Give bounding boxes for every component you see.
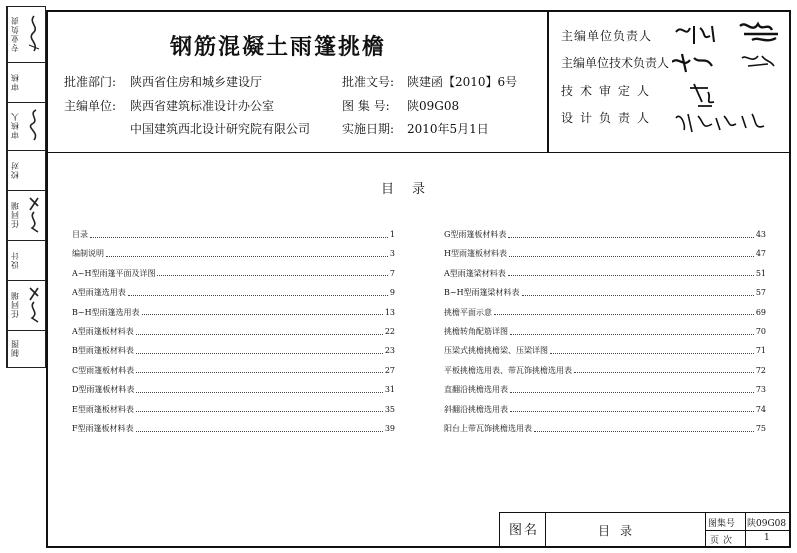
toc-entry-page: 74	[755, 404, 766, 414]
toc-title: 目录	[381, 182, 444, 197]
approval-no: 陕建函【2010】6号	[407, 75, 518, 89]
toc-leader-dots	[550, 353, 754, 354]
toc-entry-page: 75	[755, 424, 766, 433]
toc-leader-dots	[157, 275, 387, 276]
toc-entry[interactable]	[72, 306, 395, 320]
toc-entry-page: 27	[384, 365, 395, 375]
strip-row-label: 任同瑞	[7, 280, 22, 330]
strip-row	[7, 150, 45, 191]
chief-unit-2: 中国建筑西北设计研究院有限公司	[130, 122, 311, 136]
strip-row-label: 校对	[7, 150, 22, 190]
toc-entry[interactable]	[72, 247, 395, 261]
atlas-label: 图集号	[708, 519, 736, 529]
toc-entry[interactable]	[72, 344, 395, 358]
signature-mark	[22, 280, 45, 330]
toc-entry-page: 51	[755, 268, 766, 278]
toc-leader-dots	[510, 411, 754, 412]
toc-entry[interactable]	[444, 422, 766, 436]
toc-entry-label: 目录	[72, 230, 88, 239]
approval-dept-label: 批准部门:	[64, 75, 117, 89]
toc-entry-label: 斜翻沿挑檐选用表	[444, 404, 508, 414]
role-design-head: 设计负责人	[561, 111, 657, 125]
strip-row-label: 制图	[7, 330, 22, 367]
strip-row-label: 专业负责	[7, 7, 22, 62]
toc-entry-page: 7	[389, 268, 395, 278]
strip-row-label: 审核人	[7, 102, 22, 150]
toc-entry[interactable]	[72, 383, 395, 397]
toc-entry-label: A型雨篷梁材料表	[444, 268, 506, 278]
impl-date: 2010年5月1日	[407, 122, 489, 136]
tb-divider	[705, 530, 790, 531]
toc-entry-label: 阳台上带瓦饰挑檐选用表	[444, 424, 532, 433]
toc-entry-page: 71	[755, 346, 766, 356]
toc-entry-page: 23	[384, 346, 395, 356]
toc-leader-dots	[136, 372, 383, 373]
toc-leader-dots	[510, 392, 754, 393]
toc-leader-dots	[508, 275, 754, 276]
toc-entry-page: 31	[384, 385, 395, 395]
toc-leader-dots	[136, 334, 383, 335]
toc-entry[interactable]	[444, 306, 766, 320]
toc-entry-label: C型雨篷板材料表	[72, 365, 135, 375]
toc-entry-label: 平板挑檐选用表、带瓦饰挑檐选用表	[444, 365, 572, 375]
toc-leader-dots	[534, 431, 754, 432]
strip-row	[7, 7, 45, 63]
drawing-name-label: 图名	[509, 523, 540, 538]
toc-leader-dots	[136, 411, 383, 412]
toc-entry-page: 43	[755, 230, 766, 239]
toc-leader-dots	[509, 256, 754, 257]
strip-row	[7, 190, 45, 241]
toc-entry-page: 39	[384, 424, 395, 433]
toc-leader-dots	[90, 237, 388, 238]
toc-entry-page: 22	[384, 327, 395, 336]
toc-entry-page: 13	[384, 307, 395, 317]
toc-entry-label: A型雨篷选用表	[72, 288, 126, 298]
strip-row	[7, 330, 45, 367]
toc-entry[interactable]	[72, 228, 395, 242]
page-label: 页次	[710, 536, 737, 546]
impl-date-label: 实施日期:	[342, 122, 395, 136]
toc-entry-page: 73	[755, 385, 766, 395]
toc-entry-page: 1	[389, 230, 395, 239]
toc-leader-dots	[136, 392, 382, 393]
toc-entry-page: 70	[755, 327, 766, 336]
toc-entry[interactable]	[72, 267, 395, 281]
strip-row-label: 任同瑞	[7, 190, 22, 240]
strip-row	[7, 102, 45, 151]
role-tech-reviewer: 技术审定人	[561, 84, 657, 98]
toc-entry[interactable]	[444, 403, 766, 417]
toc-entry-label: G型雨篷板材料表	[444, 230, 507, 239]
toc-leader-dots	[522, 295, 754, 296]
toc-leader-dots	[136, 353, 383, 354]
toc-entry-page: 3	[389, 249, 395, 259]
toc-entry-label: E型雨篷板材料表	[72, 404, 134, 414]
toc-entry[interactable]	[72, 403, 395, 417]
tb-divider	[545, 513, 546, 547]
toc-entry-label: 挑檐平面示意	[444, 307, 492, 317]
toc-entry[interactable]	[444, 383, 766, 397]
toc-entry-label: H型雨篷板材料表	[444, 249, 507, 259]
header-divider	[547, 12, 549, 152]
page-value: 1	[764, 533, 770, 543]
toc-leader-dots	[106, 256, 388, 257]
toc-entry-label: 编制说明	[72, 249, 104, 259]
toc-entry-label: 压梁式挑檐挑檐梁、压梁详图	[444, 346, 548, 356]
toc-entry[interactable]	[444, 325, 766, 339]
toc-entry-page: 47	[755, 249, 766, 259]
approval-dept: 陕西省住房和城乡建设厅	[130, 75, 263, 89]
toc-leader-dots	[128, 295, 388, 296]
toc-leader-dots	[508, 237, 753, 238]
atlas-value: 陕09G08	[747, 519, 787, 529]
toc-entry[interactable]	[72, 364, 395, 378]
atlas-no-label: 图 集 号:	[342, 99, 390, 113]
toc-entry[interactable]	[72, 286, 395, 300]
signature-mark	[22, 7, 45, 62]
role-chief-unit-head: 主编单位负责人	[561, 29, 653, 43]
toc-leader-dots	[494, 314, 754, 315]
toc-entry[interactable]	[444, 344, 766, 358]
toc-leader-dots	[510, 334, 754, 335]
toc-entry-page: 69	[755, 307, 766, 317]
toc-entry[interactable]	[444, 247, 766, 261]
signature-marks	[672, 18, 790, 142]
toc-entry-page: 9	[389, 288, 395, 298]
toc-entry[interactable]	[444, 267, 766, 281]
toc-entry-label: B~H型雨篷选用表	[72, 307, 140, 317]
role-chief-unit-tech-head: 主编单位技术负责人	[561, 56, 670, 70]
drawing-name: 目录	[598, 524, 643, 538]
binding-strip	[6, 6, 46, 368]
chief-unit-1: 陕西省建筑标准设计办公室	[130, 99, 275, 113]
toc-entry-label: B~H型雨篷梁材料表	[444, 288, 520, 298]
toc-entry[interactable]	[444, 286, 766, 300]
strip-row	[7, 240, 45, 281]
toc-entry-label: B型雨篷板材料表	[72, 346, 134, 356]
atlas-no: 陕09G08	[407, 99, 460, 113]
strip-row	[7, 62, 45, 103]
toc-leader-dots	[136, 431, 383, 432]
toc-entry-page: 35	[384, 404, 395, 414]
document-title: 钢筋混凝土雨篷挑檐	[170, 35, 387, 60]
toc-entry[interactable]	[72, 422, 395, 436]
toc-entry[interactable]	[72, 325, 395, 339]
strip-row	[7, 280, 45, 331]
toc-entry-label: 挑檐转角配筋详图	[444, 327, 508, 336]
toc-leader-dots	[142, 314, 383, 315]
approval-no-label: 批准文号:	[342, 75, 395, 89]
strip-row-label: 设计	[7, 240, 22, 280]
toc-entry-label: 直翻沿挑檐选用表	[444, 385, 508, 395]
toc-leader-dots	[574, 372, 754, 373]
toc-entry[interactable]	[444, 364, 766, 378]
toc-entry-label: A~H型雨篷平面及详图	[72, 268, 156, 278]
toc-entry[interactable]	[444, 228, 766, 242]
toc-entry-label: A型雨篷板材料表	[72, 327, 134, 336]
toc-entry-label: F型雨篷板材料表	[72, 424, 134, 433]
title-block	[499, 512, 790, 547]
toc-entry-page: 72	[755, 365, 766, 375]
strip-row-label: 审核	[7, 62, 22, 102]
toc-entry-page: 57	[755, 288, 766, 298]
toc-entry-label: D型雨篷板材料表	[72, 385, 135, 395]
signature-mark	[22, 102, 45, 150]
signature-mark	[22, 190, 45, 240]
chief-unit-label: 主编单位:	[64, 99, 117, 113]
